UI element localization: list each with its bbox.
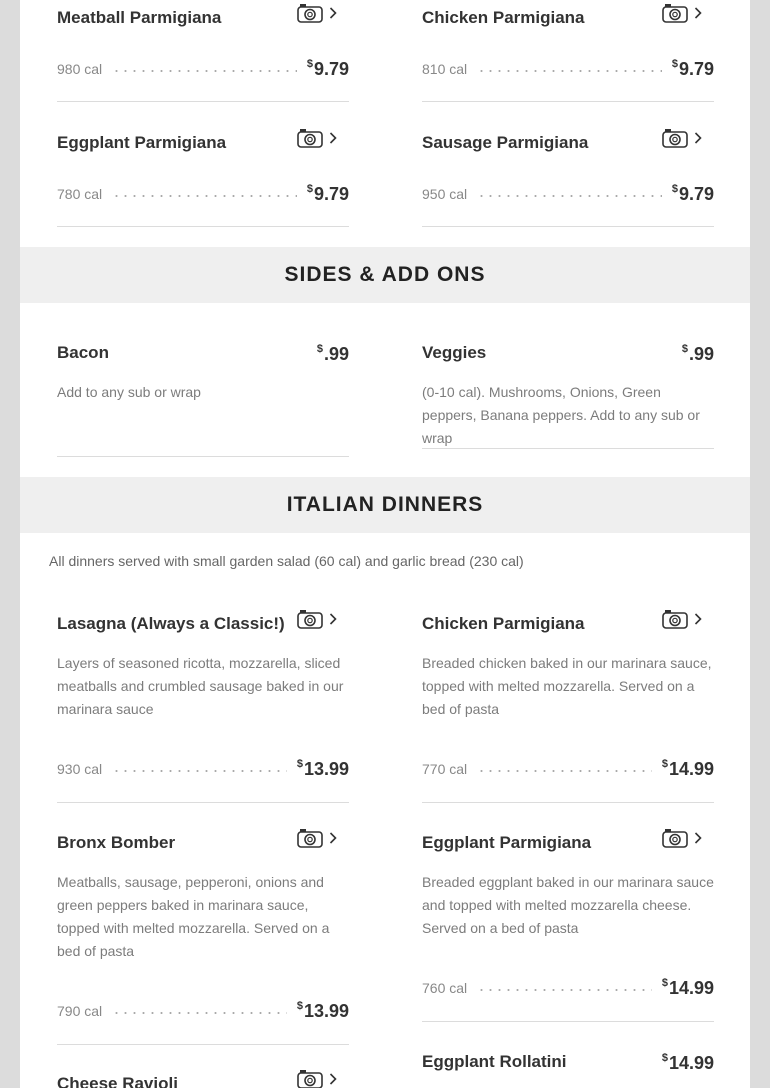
item-name: Eggplant Rollatini [422, 1052, 567, 1071]
menu-item[interactable] [422, 8, 714, 102]
camera-icon[interactable] [662, 3, 688, 23]
item-name: Bronx Bomber [57, 833, 176, 852]
item-description: Meatballs, sausage, pepperoni, onions and green peppers baked in marinara sauce, topped with melted mozzarella. Served on a bed of pasta [57, 874, 330, 959]
item-description: Breaded eggplant baked in our marinara sauce and topped with melted mozzarella cheese. Served on a bed of pasta [422, 874, 714, 936]
section-header-dinners [20, 477, 750, 533]
dot-leader [112, 770, 287, 772]
item-divider [422, 448, 714, 449]
item-calories: 780 cal [57, 186, 103, 202]
dot-leader [112, 70, 297, 72]
item-calories: 810 cal [422, 61, 468, 77]
item-divider [422, 101, 714, 102]
item-price: $14.99 [661, 758, 714, 779]
item-divider [57, 226, 349, 227]
item-price: $13.99 [296, 1000, 349, 1021]
camera-icon[interactable] [297, 828, 323, 848]
item-divider [57, 802, 349, 803]
camera-icon[interactable] [662, 128, 688, 148]
item-name: Chicken Parmigiana [422, 614, 585, 633]
item-price: $9.79 [671, 183, 714, 204]
dot-leader [112, 195, 297, 197]
item-calories: 930 cal [57, 761, 103, 777]
camera-icon[interactable] [297, 128, 323, 148]
chevron-right-icon[interactable] [329, 7, 337, 19]
item-price: $14.99 [661, 1052, 714, 1073]
dot-leader [112, 1012, 287, 1014]
menu-item[interactable] [422, 1052, 714, 1088]
item-name: Meatball Parmigiana [57, 8, 222, 27]
item-description: (0-10 cal). Mushrooms, Onions, Green peppers, Banana peppers. Add to any sub or wrap [422, 384, 700, 446]
dot-leader [477, 195, 662, 197]
camera-icon[interactable] [297, 3, 323, 23]
camera-icon[interactable] [297, 1069, 323, 1088]
item-divider [422, 802, 714, 803]
item-divider [422, 226, 714, 227]
chevron-right-icon[interactable] [694, 832, 702, 844]
item-name: Cheese Ravioli [57, 1074, 178, 1088]
dot-leader [477, 770, 652, 772]
item-description: Breaded chicken baked in our marinara sauce, topped with melted mozzarella. Served on a bed of pasta [422, 655, 712, 717]
item-calories: 760 cal [422, 980, 468, 996]
menu-item[interactable] [57, 133, 349, 227]
menu-item[interactable] [57, 343, 349, 457]
item-divider [57, 456, 349, 457]
menu-item[interactable] [422, 343, 714, 449]
item-name: Eggplant Parmigiana [57, 133, 227, 152]
item-name: Sausage Parmigiana [422, 133, 589, 152]
item-price: $9.79 [306, 183, 349, 204]
item-divider [57, 101, 349, 102]
menu-item[interactable] [57, 1074, 349, 1088]
menu-item[interactable] [422, 833, 714, 1022]
item-name: Eggplant Parmigiana [422, 833, 592, 852]
menu-item[interactable] [57, 614, 349, 803]
menu-page [20, 0, 750, 1088]
chevron-right-icon[interactable] [694, 613, 702, 625]
chevron-right-icon[interactable] [329, 1073, 337, 1085]
menu-item[interactable] [422, 614, 714, 803]
item-price: $9.79 [306, 58, 349, 79]
item-name: Chicken Parmigiana [422, 8, 585, 27]
item-calories: 770 cal [422, 761, 468, 777]
chevron-right-icon[interactable] [329, 613, 337, 625]
item-price: $.99 [316, 343, 349, 364]
item-name: Bacon [57, 343, 109, 362]
item-divider [422, 1021, 714, 1022]
chevron-right-icon[interactable] [329, 832, 337, 844]
item-calories: 980 cal [57, 61, 103, 77]
item-description: Add to any sub or wrap [57, 384, 201, 400]
item-price: $9.79 [671, 58, 714, 79]
section-title: ITALIAN DINNERS [286, 493, 484, 516]
chevron-right-icon[interactable] [694, 7, 702, 19]
menu-item[interactable] [422, 133, 714, 227]
item-price: $.99 [681, 343, 714, 364]
item-price: $13.99 [296, 758, 349, 779]
menu-item[interactable] [57, 8, 349, 102]
menu-item[interactable] [57, 833, 349, 1045]
item-name: Veggies [422, 343, 487, 362]
chevron-right-icon[interactable] [694, 132, 702, 144]
camera-icon[interactable] [662, 828, 688, 848]
item-description: Layers of seasoned ricotta, mozzarella, sliced meatballs and crumbled sausage baked in our marinara sauce [57, 655, 344, 717]
camera-icon[interactable] [662, 609, 688, 629]
section-title: SIDES & ADD ONS [284, 263, 486, 286]
item-price: $14.99 [661, 977, 714, 998]
section-header-sides [20, 247, 750, 303]
section-note: All dinners served with small garden salad (60 cal) and garlic bread (230 cal) [49, 553, 524, 569]
item-name: Lasagna (Always a Classic!) [57, 614, 285, 633]
item-calories: 790 cal [57, 1003, 103, 1019]
dot-leader [477, 989, 652, 991]
camera-icon[interactable] [297, 609, 323, 629]
dot-leader [477, 70, 662, 72]
item-calories: 950 cal [422, 186, 468, 202]
item-divider [57, 1044, 349, 1045]
chevron-right-icon[interactable] [329, 132, 337, 144]
